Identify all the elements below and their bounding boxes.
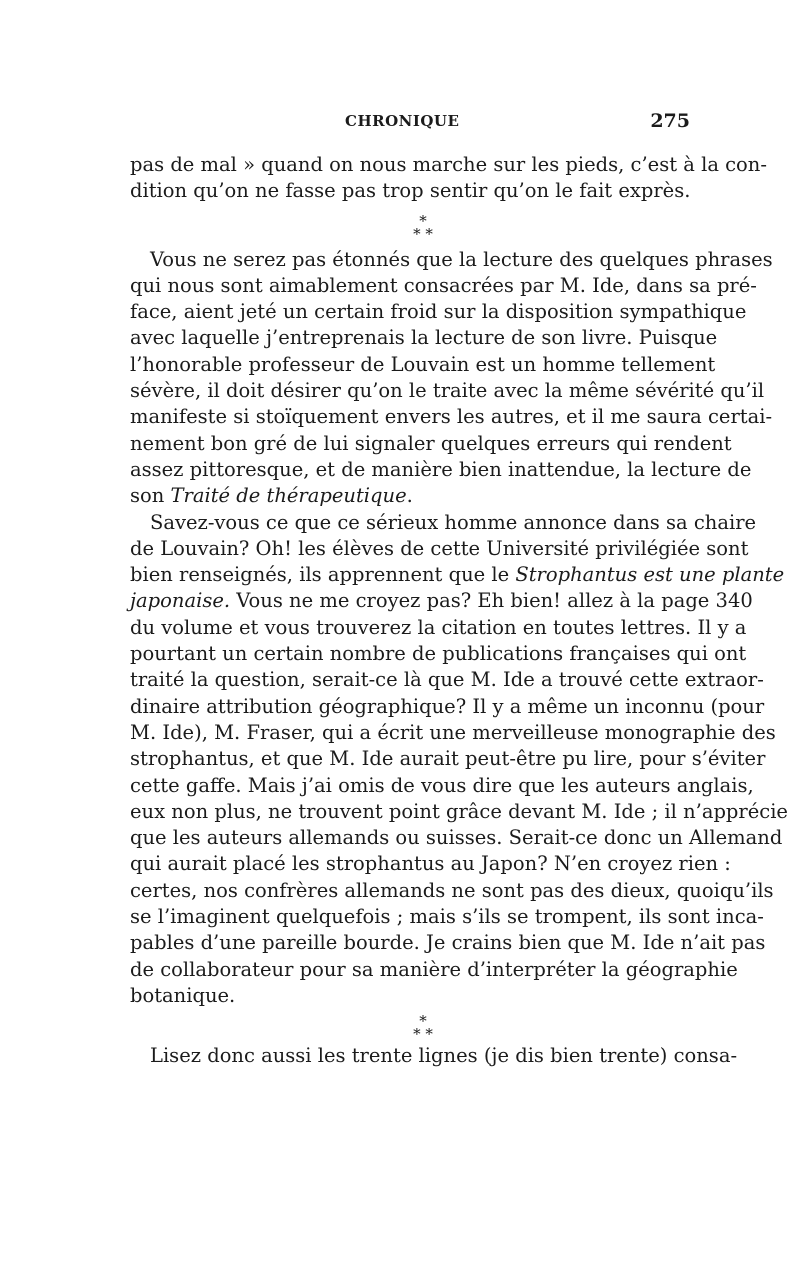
text-line: qui nous sont aimablement consacrées par M. Ide, dans sa pré- bbox=[130, 273, 757, 297]
text-line: strophantus, et que M. Ide aurait peut-être pu lire, pour s’éviter bbox=[130, 747, 766, 771]
running-title: CHRONIQUE bbox=[345, 112, 460, 130]
text-line: se l’imaginent quelquefois ; mais s’ils se trompent, ils sont inca- bbox=[130, 905, 764, 929]
paragraph bbox=[130, 152, 767, 205]
text-line: l’honorable professeur de Louvain est un homme tellement bbox=[130, 352, 716, 376]
paragraph bbox=[130, 1043, 738, 1069]
paragraph bbox=[130, 247, 773, 510]
text-line: dition qu’on ne fasse pas trop sentir qu’on le fait exprès. bbox=[130, 179, 691, 203]
text-line: nement bon gré de lui signaler quelques erreurs qui rendent bbox=[130, 431, 732, 455]
text-line: Vous ne serez pas étonnés que la lecture des quelques phrases bbox=[150, 247, 773, 271]
text-line: face, aient jeté un certain froid sur la disposition sympathique bbox=[130, 300, 747, 324]
text-line bbox=[130, 562, 785, 588]
chronicle-text bbox=[130, 152, 788, 1070]
asterism-top: * bbox=[419, 211, 427, 230]
book-title: Traité de thérapeutique bbox=[170, 484, 407, 508]
text-line bbox=[130, 588, 753, 614]
text-fragment: son bbox=[130, 484, 171, 508]
asterism-separator bbox=[130, 211, 692, 243]
text-line: cette gaffe. Mais j’ai omis de vous dire que les auteurs anglais, bbox=[130, 773, 754, 797]
text-line: de collaborateur pour sa manière d’interpréter la géographie bbox=[130, 957, 738, 981]
text-line: pourtant un certain nombre de publications françaises qui ont bbox=[130, 642, 747, 666]
text-line: dinaire attribution géographique? Il y a même un inconnu (pour bbox=[130, 694, 765, 718]
text-line: qui aurait placé les strophantus au Japon? N’en croyez rien : bbox=[130, 852, 731, 876]
text-line bbox=[130, 483, 692, 509]
italic-quote: Strophantus est une plante bbox=[515, 563, 785, 587]
page-number: 275 bbox=[650, 110, 690, 132]
text-fragment: . bbox=[406, 484, 413, 508]
text-line: du volume et vous trouverez la citation en toutes lettres. Il y a bbox=[130, 615, 747, 639]
asterism-bottom: * * bbox=[413, 1025, 433, 1044]
text-line: que les auteurs allemands ou suisses. Serait-ce donc un Allemand bbox=[130, 826, 783, 850]
text-fragment: bien renseignés, ils apprennent que le bbox=[130, 563, 516, 587]
text-line: pas de mal » quand on nous marche sur les pieds, c’est à la con- bbox=[130, 153, 767, 176]
text-line: de Louvain? Oh! les élèves de cette Université privilégiée sont bbox=[130, 536, 749, 560]
text-line: botanique. bbox=[130, 983, 236, 1007]
text-line: pables d’une pareille bourde. Je crains bien que M. Ide n’ait pas bbox=[130, 931, 766, 955]
asterism-top: * bbox=[419, 1012, 427, 1031]
text-line: traité la question, serait-ce là que M. Ide a trouvé cette extraor- bbox=[130, 668, 764, 692]
text-line: certes, nos confrères allemands ne sont pas des dieux, quoiqu’ils bbox=[130, 878, 774, 902]
text-fragment: Vous ne me croyez pas? Eh bien! allez à la page 340 bbox=[230, 589, 753, 613]
text-line: assez pittoresque, et de manière bien inattendue, la lecture de bbox=[130, 457, 752, 481]
paragraph bbox=[130, 510, 788, 1010]
asterism-separator bbox=[130, 1012, 692, 1044]
text-line: eux non plus, ne trouvent point grâce devant M. Ide ; il n’apprécie bbox=[130, 799, 788, 823]
asterism-bottom: * * bbox=[413, 224, 433, 243]
text-line: M. Ide), M. Fraser, qui a écrit une merveilleuse monographie des bbox=[130, 720, 776, 744]
text-line: avec laquelle j’entreprenais la lecture de son livre. Puisque bbox=[130, 326, 718, 350]
text-line: Lisez donc aussi les trente lignes (je dis bien trente) consa- bbox=[150, 1044, 738, 1068]
text-line: sévère, il doit désirer qu’on le traite avec la même sévérité qu’il bbox=[130, 379, 765, 403]
text-line: manifeste si stoïquement envers les autres, et il me saura certai- bbox=[130, 405, 773, 429]
page-header bbox=[130, 112, 690, 138]
text-line: Savez-vous ce que ce sérieux homme annonce dans sa chaire bbox=[150, 510, 757, 534]
italic-quote: japonaise. bbox=[130, 589, 231, 613]
